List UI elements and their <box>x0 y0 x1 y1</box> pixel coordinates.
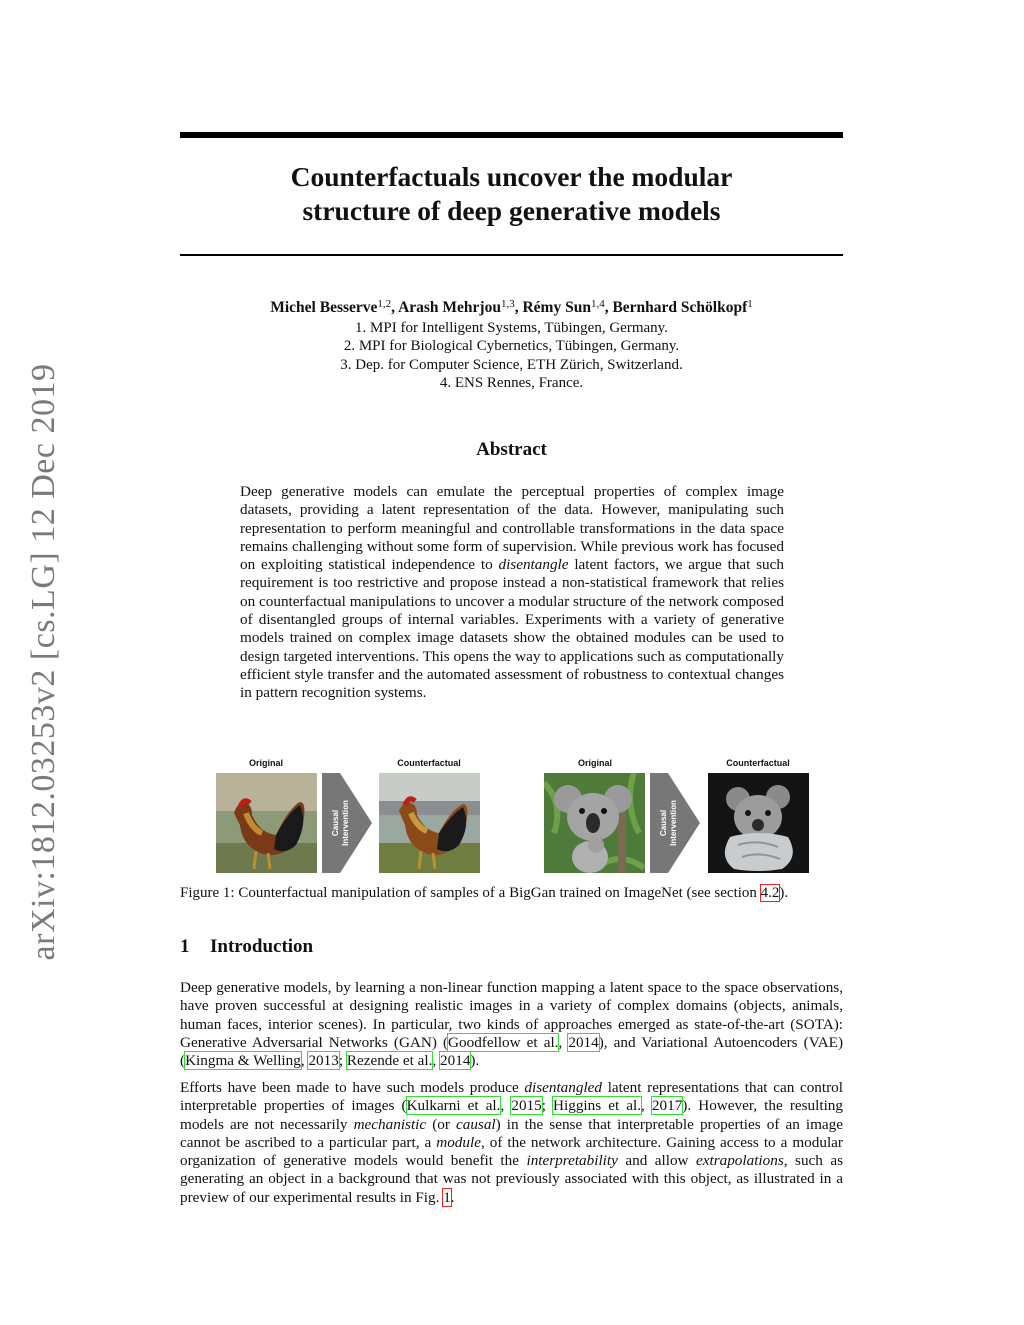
label-original: Original <box>248 758 283 768</box>
paragraph-text: ; <box>338 1052 347 1070</box>
citation-year-link[interactable]: 2014 <box>568 1033 599 1051</box>
author: Bernhard Schölkopf <box>612 299 748 316</box>
paragraph-text: , <box>641 1097 652 1115</box>
paragraph-text: ). <box>470 1052 480 1070</box>
citation-year-link[interactable]: 2015 <box>511 1097 542 1115</box>
intro-paragraph-1 <box>180 979 843 1070</box>
citation-link[interactable]: Kulkarni et al. <box>406 1097 501 1115</box>
koala-counterfactual-image <box>708 773 809 873</box>
paragraph-text: ), and Variational Autoencoders (VAE) ( <box>180 1033 844 1070</box>
citation-year-link[interactable]: 2017 <box>651 1097 683 1115</box>
arrow-label-causal: Causal <box>659 809 668 837</box>
paragraph-text: and allow <box>617 1152 696 1170</box>
paper-title <box>180 160 843 228</box>
paragraph-text: ). However, the resulting models are not necessarily <box>180 1097 843 1133</box>
author-affiliation-mark: 1,3 <box>500 298 515 310</box>
emphasis: causal <box>456 1115 496 1133</box>
rooster-counterfactual-image <box>379 773 480 873</box>
causal-intervention-arrow <box>322 773 372 878</box>
title-line-1: Counterfactuals uncover the modular <box>290 161 733 192</box>
abstract-emphasis: disentangle <box>498 556 569 574</box>
paragraph-text: , of the network architecture. Gaining access to a modular organization of generative models would benefit the <box>180 1133 843 1170</box>
caption-text: Figure 1: Counterfactual manipulation of samples of a BigGan trained on ImageNet (see section <box>180 885 761 901</box>
arxiv-stamp: arXiv:1812.03253v2 [cs.LG] 12 Dec 2019 <box>25 363 62 961</box>
paragraph-text: ) in the sense that interpretable properties of an image cannot be ascribed to a particular part, a <box>180 1115 843 1151</box>
abstract-heading: Abstract <box>476 439 547 460</box>
intro-paragraph-2 <box>180 1079 843 1207</box>
title-rule-top <box>180 132 843 138</box>
paragraph-text: , such as generating an object in a background that was not previously associated with this object, as illustrated in a preview of our experimental results in Fig. <box>180 1152 844 1206</box>
section-number: 1 <box>180 936 190 957</box>
label-original: Original <box>577 758 612 768</box>
abstract-text: latent factors, we argue that such requirement is too restrictive and propose instead a non-statistical framework that relies on counterfactual manipulations to uncover a modular structure of the network composed of disentangled groups of internal variables. Experiments with a variety of generative models trained on complex image datasets show the obtained modules can be used to design targeted interventions. This opens the way to applications such as computationally efficient style transfer and the automated assessment of robustness to contextual changes in pattern recognition systems. <box>240 556 784 702</box>
figure-1 <box>214 758 814 876</box>
paragraph-text: , <box>300 1052 309 1070</box>
citation-link[interactable]: Rezende et al. <box>346 1052 433 1070</box>
citation-link[interactable]: Kingma & Welling <box>185 1052 301 1070</box>
author-affiliation-mark: 1,2 <box>377 298 392 310</box>
label-counterfactual: Counterfactual <box>397 758 461 768</box>
emphasis: extrapolations <box>696 1152 784 1170</box>
author: Rémy Sun <box>522 299 591 316</box>
arrow-label-intervention: Intervention <box>341 800 350 846</box>
rooster-original-image <box>216 773 317 873</box>
paragraph-text: (or <box>426 1115 456 1133</box>
paragraph-text: , <box>432 1052 441 1070</box>
paragraph-text: , <box>558 1033 569 1051</box>
paragraph-text: ; <box>541 1097 554 1115</box>
paragraph-text: Deep generative models, by learning a non-linear function mapping a latent space to the space observations, have proven successful at designing realistic images in a variety of complex domains (objects, animals, human faces, interior scenes). In particular, two kinds of approaches emerged as state-of-the-art (SOTA): Generative Adversarial Networks (GAN) ( <box>180 979 843 1051</box>
affiliation: 2. MPI for Biological Cybernetics, Tübingen, Germany. <box>343 338 680 355</box>
paragraph-text: latent representations that can control interpretable properties of images ( <box>180 1079 843 1115</box>
paragraph-text: , <box>500 1097 512 1115</box>
author-separator: , <box>391 299 399 316</box>
emphasis: interpretability <box>526 1152 618 1170</box>
section-title: Introduction <box>210 936 314 957</box>
paragraph-text: . <box>450 1188 455 1206</box>
author-affiliation-mark: 1 <box>747 298 753 310</box>
section-heading <box>180 936 313 958</box>
paragraph-text: Efforts have been made to have such models produce <box>180 1079 525 1096</box>
citation-link[interactable]: Goodfellow et al. <box>448 1033 559 1051</box>
author: Arash Mehrjou <box>398 299 501 316</box>
emphasis: disentangled <box>524 1079 603 1096</box>
emphasis: mechanistic <box>353 1115 427 1133</box>
abstract-body <box>240 483 784 703</box>
affiliations <box>180 319 843 393</box>
citation-link[interactable]: Higgins et al. <box>553 1097 642 1115</box>
figure-ref-link[interactable]: 1 <box>443 1188 451 1206</box>
arrow-label-causal: Causal <box>331 809 340 837</box>
title-line-2: structure of deep generative models <box>302 195 721 226</box>
citation-year-link[interactable]: 2013 <box>308 1052 339 1070</box>
author-separator: , <box>514 299 523 316</box>
koala-original-image <box>544 773 645 873</box>
affiliation: 1. MPI for Intelligent Systems, Tübingen, Germany. <box>355 320 668 336</box>
abstract-text: Deep generative models can emulate the perceptual properties of complex image datasets, providing a latent representation of the data. However, manipulating such representation to perform meaningful and controllable transformations in the data space remains challenging without some form of supervision. While previous work has focused on exploiting statistical independence to <box>240 483 784 574</box>
author-list <box>180 298 843 318</box>
affiliation: 3. Dep. for Computer Science, ETH Zürich, Switzerland. <box>340 356 683 373</box>
citation-year-link[interactable]: 2014 <box>440 1052 471 1070</box>
figure-caption <box>180 884 843 903</box>
causal-intervention-arrow <box>650 773 700 878</box>
title-rule-bottom <box>180 254 843 256</box>
author: Michel Besserve <box>270 299 378 316</box>
author-affiliation-mark: 1,4 <box>590 298 605 310</box>
caption-text: ). <box>779 885 789 901</box>
section-ref-link[interactable]: 4.2 <box>760 885 780 901</box>
emphasis: module <box>436 1133 481 1151</box>
label-counterfactual: Counterfactual <box>726 758 790 768</box>
arrow-label-intervention: Intervention <box>669 800 678 846</box>
affiliation: 4. ENS Rennes, France. <box>439 375 584 392</box>
author-separator: , <box>604 299 613 316</box>
